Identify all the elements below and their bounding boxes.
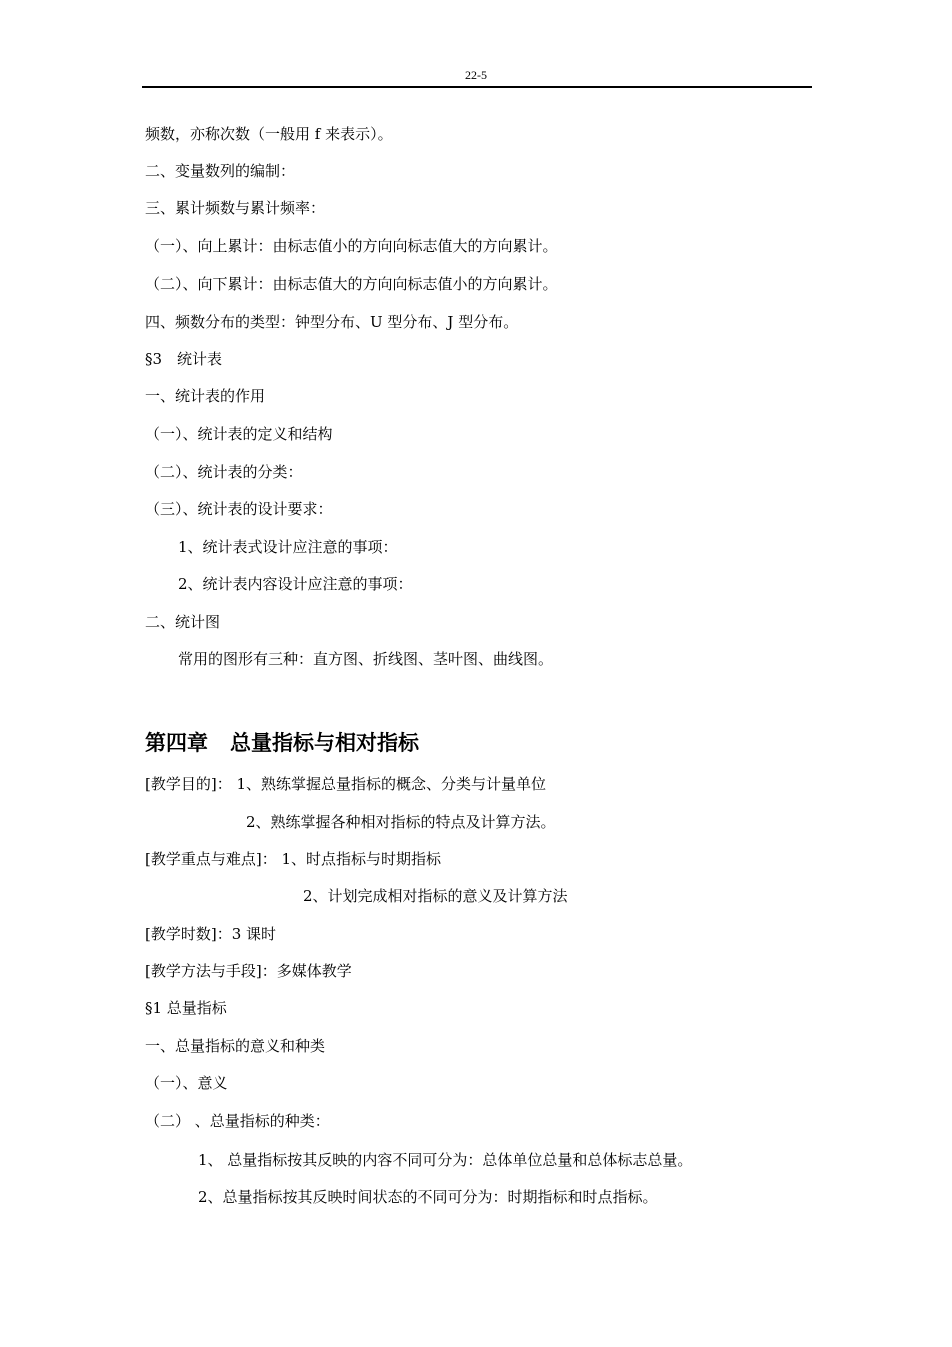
text-line: （二） 、总量指标的种类：	[145, 1112, 330, 1130]
teaching-methods: [教学方法与手段]：多媒体教学	[145, 962, 352, 980]
section-heading: §3 统计表	[145, 350, 223, 368]
section-heading: §1 总量指标	[145, 999, 227, 1017]
header-rule	[142, 86, 812, 88]
chapter-number: 第四章	[145, 731, 208, 755]
text-line: 1、统计表式设计应注意的事项：	[178, 538, 398, 556]
text-line: （二）、统计表的分类：	[145, 463, 303, 481]
text-line: 2、总量指标按其反映时间状态的不同可分为：时期指标和时点指标。	[198, 1188, 658, 1206]
teaching-keypoints: [教学重点与难点]： 1、时点指标与时期指标	[145, 850, 442, 868]
text-line: （一）、意义	[145, 1074, 228, 1092]
teaching-objective: [教学目的]： 1、熟练掌握总量指标的概念、分类与计量单位	[145, 775, 547, 793]
chapter-title: 总量指标与相对指标	[230, 731, 419, 755]
text-line: （一）、向上累计：由标志值小的方向向标志值大的方向累计。	[145, 237, 558, 255]
text-line: 1、 总量指标按其反映的内容不同可分为：总体单位总量和总体标志总量。	[198, 1151, 693, 1169]
teaching-keypoints: 2、计划完成相对指标的意义及计算方法	[303, 887, 568, 905]
text-line: 四、频数分布的类型：钟型分布、U 型分布、J 型分布。	[145, 313, 519, 331]
chapter-heading	[145, 727, 419, 757]
text-line: 二、统计图	[145, 613, 221, 631]
text-line: 2、统计表内容设计应注意的事项：	[178, 575, 413, 593]
text-line: 二、变量数列的编制：	[145, 162, 296, 180]
page-number: 22-5	[465, 68, 487, 82]
text-line: 一、统计表的作用	[145, 387, 266, 405]
text-line: 一、总量指标的意义和种类	[145, 1037, 326, 1055]
text-line: （三）、统计表的设计要求：	[145, 500, 333, 518]
text-line: 频数，亦称次数（一般用 f 来表示）。	[145, 125, 393, 143]
text-line: （二）、向下累计：由标志值大的方向向标志值小的方向累计。	[145, 275, 558, 293]
teaching-objective: 2、熟练掌握各种相对指标的特点及计算方法。	[246, 813, 556, 831]
text-line: 三、累计频数与累计频率：	[145, 199, 326, 217]
text-line: 常用的图形有三种：直方图、折线图、茎叶图、曲线图。	[178, 650, 554, 668]
teaching-hours: [教学时数]：3 课时	[145, 925, 277, 943]
text-line: （一）、统计表的定义和结构	[145, 425, 333, 443]
